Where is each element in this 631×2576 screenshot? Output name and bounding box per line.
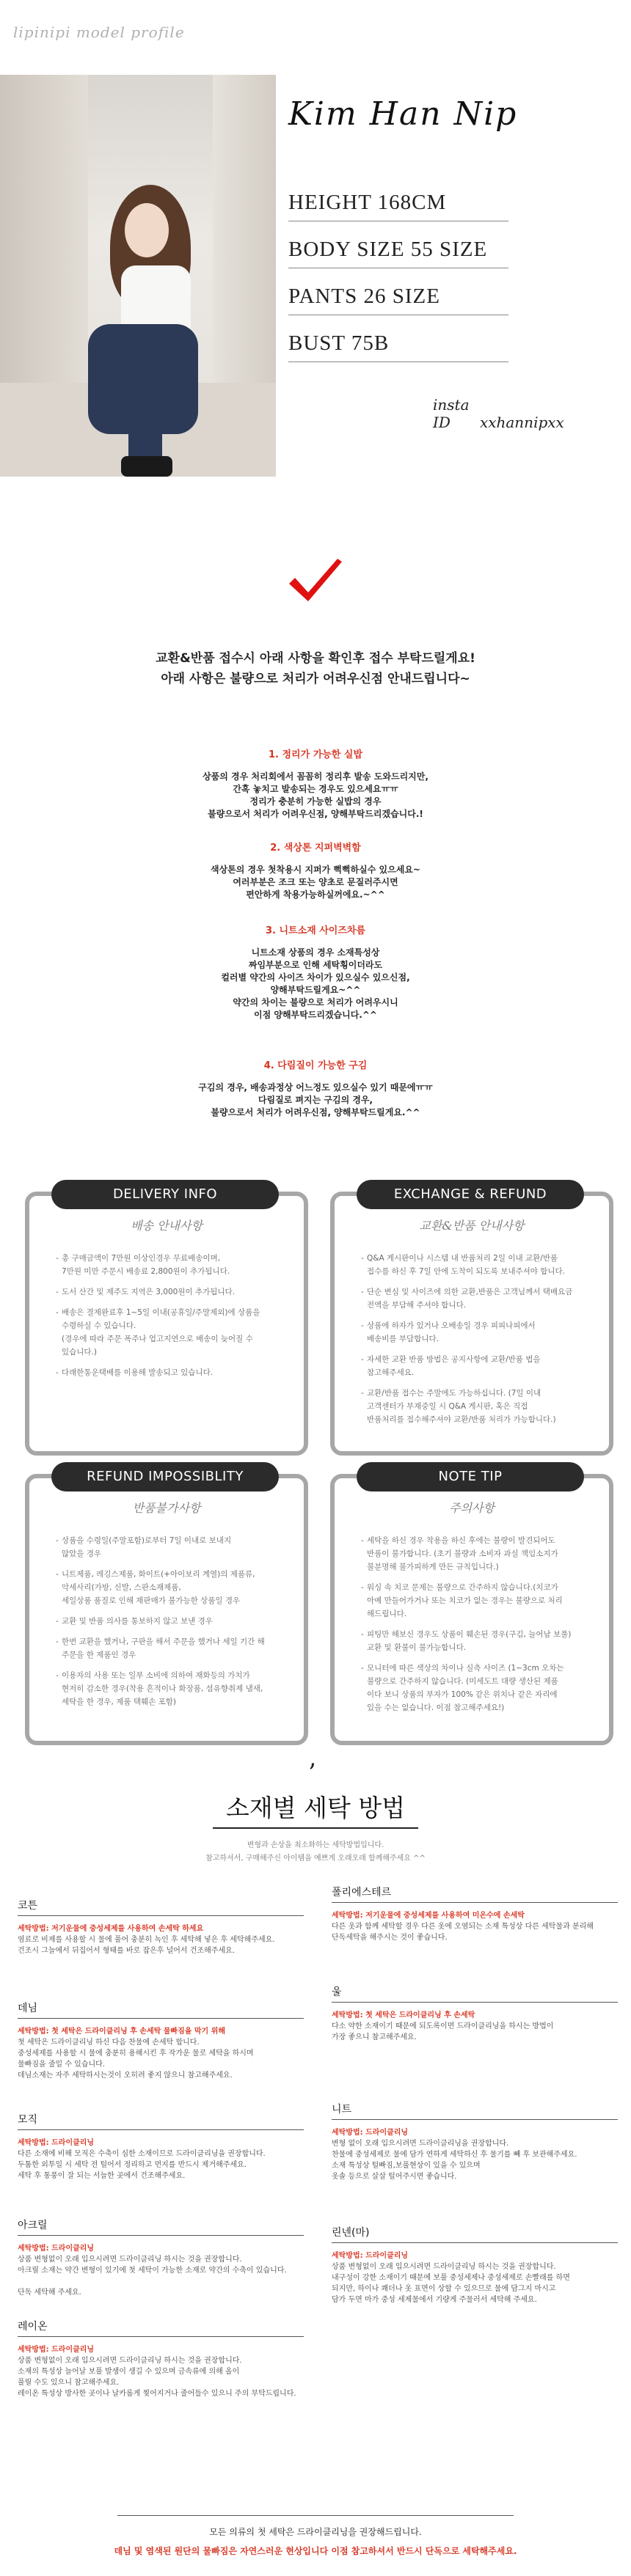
material-method: 세탁방법: 첫 세탁은 드라이클리닝 후 손세탁 [332,2011,475,2019]
list-item: - 교환/반품 접수는 주말에도 가능하십니다. (7일 이내 고객센터가 부재중일 시 Q&A 게시판, 혹은 직접 반품처리를 접수해주셔야 교환/반품 처리가 가능합니다.) [361,1387,591,1426]
material-desc: 변형 없이 오래 입으시려면 드라이클리닝을 권장합니다. 찬물에 중성세제로 물에 담가 연하게 세탁하신 후 물기를 빼 후 보관해주세요. 소재 특성상 털빠짐,보풀현상이 있을 수 있으며 옷솔 등으로 살살 털어주시면 좋습니다. [332,2140,577,2181]
list-item: - 교환 및 반품 의사를 통보하지 않고 보낸 경우 [56,1615,286,1628]
note-tip-list [361,1534,591,1722]
notice-line-2 [0,669,631,689]
insta-label: insta ID [433,396,470,431]
rule-1-title: 1. 정리가 가능한 실밥 [268,749,363,760]
notice-heading [0,648,631,689]
footer-line-2: 데님 및 염색된 원단의 물빠짐은 자연스러운 현상입니다 이점 참고하셔서 반드시 단독으로 세탁해주세요. [114,2546,517,2556]
model-photo [0,75,276,477]
rule-2-body: 색상톤의 경우 첫착용시 지퍼가 뻑뻑하실수 있으세요~ 여러부분은 조크 또는 양초로 문질러주시면 편안하게 착용가능하실꺼에요.~^^ [211,865,420,900]
material-method: 세탁방법: 드라이클리닝 [18,2346,95,2354]
rule-4-title: 4. 다림질이 가능한 구김 [263,1060,368,1071]
profile-tag: lipinipi model profile [13,23,185,41]
rule-3-title: 3. 니트소재 사이즈차름 [265,925,366,936]
wash-subtitle-1: 변형과 손상을 최소화하는 세탁방법입니다. [247,1841,384,1849]
delivery-info-subtitle: 배송 안내사항 [131,1219,203,1233]
check-icon [286,556,345,614]
notice-line-1: 교환&반품 접수시 아래 사항을 확인후 접수 부탁드릴게요! [156,651,475,666]
photo-shoe [121,456,172,477]
exchange-refund-subtitle: 교환&반품 안내사항 [419,1219,525,1233]
insta-info [433,396,631,431]
stat-height-label: HEIGHT 168CM [288,191,447,214]
rule-3-body: 니트소재 상품의 경우 소재특성상 짜임부분으로 인해 세탁횡이더라도 컬러별 약간의 사이즈 차이가 있으실수 있으신점, 양해부탁드릴게요~^^ 약간의 차이는 불량으로 처리가 어려우시니 이점 양해부탁드리겠습니다.^^ [221,947,410,1020]
list-item: - 다래한통운택배를 이용해 발송되고 있습니다. [56,1366,286,1379]
material-method: 세탁방법: 첫 세탁은 드라이클리닝 후 손세탁 물빠짐을 막기 위해 [18,2028,226,2036]
note-tip-subtitle: 주의사항 [449,1501,495,1515]
material-desc: 상품 변형없이 오래 입으시려면 드라이클리닝 하시는 것을 권장합니다. 내구성이 강한 소재이기 때문에 보풀 중성세제나 중성세제로 손빨래를 하면 되지만, 하이나 쾌더나 옷 표면이 상할 수 있으므로 물에 담그지 마시고 담가 두면 마가 중성 세제물에서 기량게 주물러서 세탁해 주세요. [332,2263,570,2304]
list-item: - 워싱 속 치코 문제는 불량으로 간주하지 않습니다.(치코가 아예 만들어가거나 또는 치코가 없는 경우는 불량으로 처리 해드립니다. [361,1581,591,1621]
wash-title-underline [213,1827,418,1829]
insta-id: xxhannipxx [479,414,564,431]
list-item: - 도서 산간 및 제주도 지역은 3,000원이 추가됩니다. [56,1285,286,1299]
stat-height [288,182,508,221]
list-item: - 세탁을 하신 경우 착용을 하신 후에는 불량이 발견되어도 반품이 불가합니다. (초기 불량과 소비자 과실 책임소지가 불분명해 불가피하게 만든 규칙입니다.) [361,1534,591,1574]
wash-subtitle-2: 참고하셔서, 구매해주신 아이템을 예쁘게 오래오래 함께해주세요 ^^ [205,1854,426,1863]
material-name: 울 [332,1984,618,2003]
stat-bust-label: BUST 75B [288,331,390,355]
material-desc: 상품 변형없이 오래 입으시려면 드라이클리닝 하시는 것을 권장합니다. 아크릴 소재는 약간 변형이 있기에 첫 세탁이 가능한 소재로 약간의 수축이 있습니다. 단독 세탁해 주세요. [18,2256,287,2297]
material-name: 모직 [18,2112,304,2130]
rule-4 [132,1057,499,1119]
material-acrylic [18,2217,311,2298]
rule-1 [132,746,499,821]
photo-jeans [88,324,198,434]
list-item: - 자세한 교환 반품 방법은 공지사항에 교환/반품 법을 참고해주세요. [361,1353,591,1379]
decorative-comma: ’ [308,1758,316,1788]
material-name: 데님 [18,2000,304,2019]
delivery-info-list [56,1252,286,1387]
material-linen [332,2225,625,2305]
wash-title: 소재별 세탁 방법 [225,1794,406,1822]
note-tip-title: NOTE TIP [357,1462,584,1491]
material-name: 아크릴 [18,2217,304,2236]
list-item: - 배송은 결제완료후 1~5일 이내(공휴일/주말제외)에 상품을 수령하실 수 있습니다. (경우에 따라 주문 폭주나 업고지연으로 배송이 늦어질 수 있습니다.) [56,1306,286,1359]
rule-2-title: 2. 색상톤 지퍼벽벽함 [270,843,361,854]
refund-impossibility-list [56,1534,286,1716]
material-method: 세탁방법: 드라이클리닝 [18,2245,95,2253]
note-tip-box [330,1469,613,1745]
list-item: - 피팅만 해보신 경우도 상품이 훼손된 경우(구김, 늘어남 보풀) 교환 및 환불이 불가능합니다. [361,1628,591,1654]
list-item: - 니트제품, 레깅스제품, 화이트(+아이보리 계열)의 제품류, 악세사리(가방, 신발, 스판소재제품, 세일상품 품질로 인해 재판매가 불가능한 상품일 경우 [56,1568,286,1607]
material-method: 세탁방법: 드라이클리닝 [18,2139,95,2147]
stat-body-label: BODY SIZE 55 SIZE [288,238,488,261]
rule-2 [132,840,499,901]
list-item: - 모니터에 따른 색상의 차이나 실측 사이즈 (1~3cm 오차는 불량으로 간주하지 않습니다. (미세도트 대량 생산된 제품 이다 보니 상품의 부자가 100% 같은 위치나 같은 자리에 있을 수는 없습니다. 이점 참고해주세요!) [361,1662,591,1714]
rule-1-body: 상품의 경우 처리회에서 꼼꼼히 정리후 발송 도와드리지만, 간혹 놓치고 발송되는 경우도 있으세요ㅠㅠ 정리가 충분히 가능한 실밥의 경우 불량으로서 처리가 어려우신점, 양해부탁드리겠습니다.! [203,771,428,819]
list-item: - 상품을 수령일(주말포함)로부터 7일 이내로 보내지 않았을 경우 [56,1534,286,1560]
material-desc: 염료로 비제를 사용할 시 물에 풀어 충분히 녹인 후 세탁해 넣은 후 세탁해주세요. 건조시 그늘에서 뒤집어서 형태를 바로 잡은후 널어서 건조해주세요. [18,1936,275,1955]
footer-divider [117,2515,514,2516]
material-method: 세탁방법: 저기운물에 중성세제를 사용하여 손세탁 하세요 [18,1925,204,1933]
list-item: - 이용자의 사용 또는 일부 소비에 의하여 재화등의 가치가 현저히 감소한 경우(착용 흔적이나 화장품, 섬유향취제 냄새, 세탁을 한 경우, 제품 택훼손 포함) [56,1669,286,1709]
material-method: 세탁방법: 저기운물에 중성세제를 사용하여 미온수에 손세탁 [332,1912,525,1920]
material-desc: 상품 변형없이 오래 입으시려면 드라이클리닝 하시는 것을 권장합니다. 소재의 특성상 늘어날 보풀 발생이 생길 수 있으며 금속류에 의해 올이 풀릴 수도 있으니 참고해주세요. 레이온 특성상 방사한 곳이나 날카롭게 찢어지거나 줄어들수 있으니 주의 부탁드립니다. [18,2357,296,2398]
material-wool [332,1984,625,2043]
wash-footer [0,2522,631,2561]
material-desc: 다소 약한 소재이기 때문에 되도록이면 드라이클리닝을 하시는 방법이 가장 좋으니 참고해주세요. [332,2022,554,2041]
material-desc: 첫 세탁은 드라이클리닝 하신 다음 찬물에 손세탁 합니다. 중성세제를 사용할 시 물에 충분히 용해시킨 후 작가운 물로 세탁을 하시며 물빠짐을 줄일 수 있습니다. 데님소재는 자주 세탁하시는것이 오히려 좋지 않으니 참고해주세요. [18,2039,254,2080]
stat-bust [288,323,508,362]
refund-impossibility-subtitle: 반품불가사항 [132,1501,201,1515]
footer-line-1: 모든 의류의 첫 세탁은 드라이클리닝을 권장해드립니다. [209,2527,422,2537]
delivery-info-box [25,1186,308,1456]
list-item: - 상품에 하자가 있거나 오배송일 경우 피피나피에서 배송비를 부담합니다. [361,1319,591,1346]
exchange-refund-title: EXCHANGE & REFUND [357,1180,584,1209]
photo-face [125,203,169,257]
material-cotton [18,1898,311,1956]
material-knit [332,2102,625,2182]
material-method: 세탁방법: 드라이클리닝 [332,2129,409,2137]
refund-impossibility-title: REFUND IMPOSSIBLITY [51,1462,279,1491]
material-name: 폴리에스테르 [332,1885,618,1903]
exchange-refund-box [330,1186,613,1456]
list-item: - 단순 변심 및 사이즈에 의한 교환,반품은 고객님께서 택배요금 전액을 부담해 주셔야 합니다. [361,1285,591,1312]
material-rayon [18,2319,399,2399]
material-name: 니트 [332,2102,618,2120]
material-name: 레이온 [18,2319,304,2337]
delivery-info-title: DELIVERY INFO [51,1180,279,1209]
list-item: - Q&A 게시판이나 시스템 내 반품처리 2일 이내 교환/반품 접수를 하신 후 7일 안에 도착이 되도록 보내주셔야 합니다. [361,1252,591,1278]
rule-3 [132,922,499,1021]
material-name: 코튼 [18,1898,304,1916]
material-denim [18,2000,311,2081]
stat-pants [288,276,508,315]
material-desc: 다른 옷과 함께 세탁할 경우 다른 옷에 오염되는 소재 특성상 다른 세탁물과 분리해 단독세탁을 해주시는 것이 좋습니다. [332,1923,594,1942]
exchange-refund-list [361,1252,591,1434]
material-method: 세탁방법: 드라이클리닝 [332,2252,409,2260]
rule-4-body: 구김의 경우, 배송과정상 어느정도 있으실수 있기 때문에ㅠㅠ 다림질로 펴지는 구김의 경우, 불량으로서 처리가 어려우신점, 양해부탁드릴게요.^^ [198,1082,433,1118]
model-profile [0,0,631,477]
stat-pants-label: PANTS 26 SIZE [288,285,440,308]
list-item: - 한번 교환을 했거나, 구판을 해서 주문을 했거나 세일 기간 해 주문을 한 제품인 경우 [56,1635,286,1662]
notice-line-2-text: 아래 사항은 불량으로 처리가 어려우신점 안내드립니다~ [161,672,470,686]
material-polyester [332,1885,625,1943]
wash-subtitle [0,1839,631,1865]
refund-impossibility-box [25,1469,308,1745]
stat-body [288,229,508,268]
model-name: Kim Han Nip [288,95,518,133]
material-desc: 다른 소재에 비해 모직은 수축이 심한 소재이므로 드라이클리닝을 권장합니다. 두툼한 외투일 시 세탁 전 털어서 정리하고 먼지를 반드시 제거해주세요. 세탁 후 통풍이 잘 되는 서늘한 곳에서 건조해주세요. [18,2150,266,2180]
material-name: 린넨(마) [332,2225,618,2243]
list-item: - 총 구매금액이 7만원 이상인경우 무료배송이며, 7만원 미만 주문시 배송료 2,800원이 추가됩니다. [56,1252,286,1278]
material-wool-blend [18,2112,311,2181]
